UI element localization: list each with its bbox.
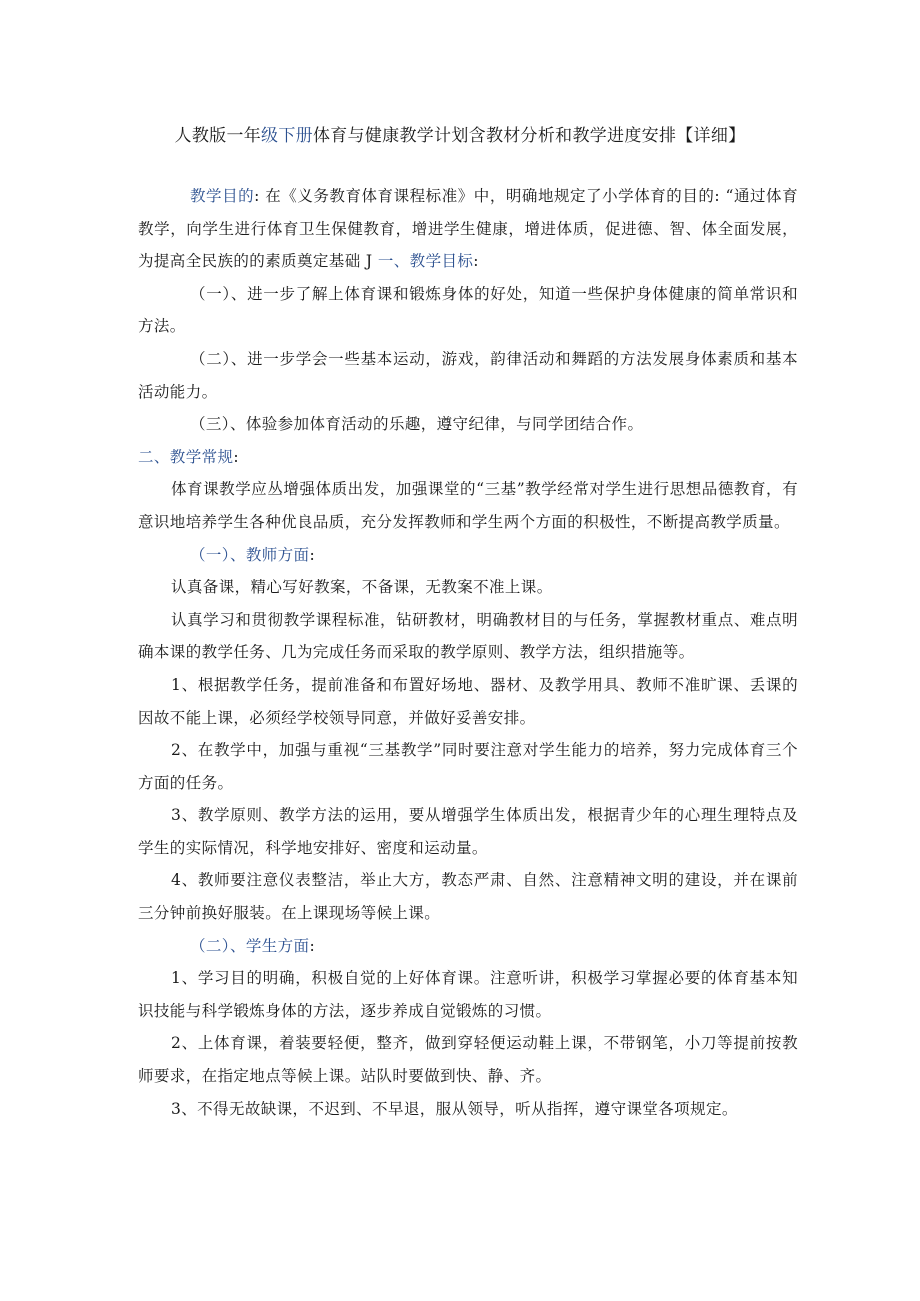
student-heading-line <box>138 930 798 963</box>
teacher-item-3: 3、教学原则、教学方法的运用，要从增强学生体质出发，根据青少年的心理生理特点及学生的实际情况，科学地安排好、密度和运动量。 <box>138 806 798 857</box>
title-part-highlight: 级下册 <box>261 126 313 146</box>
student-heading: （二）、学生方面 <box>190 936 310 955</box>
goals-heading: 一、教学目标 <box>377 252 474 271</box>
routine-heading-colon: : <box>233 447 240 466</box>
teacher-item-2: 2、在教学中，加强与重视“三基教学”同时要注意对学生能力的培养，努力完成体育三个方面的任务。 <box>138 741 798 792</box>
document-body <box>138 180 798 1125</box>
title-part-1: 人教版一年 <box>174 126 262 146</box>
routine-heading: 二、教学常规 <box>138 447 234 466</box>
student-item-3: 3、不得无故缺课，不迟到、不早退，服从领导，听从指挥，遵守课堂各项规定。 <box>171 1099 738 1118</box>
student-item-1: 1、学习目的明确，积极自觉的上好体育课。注意听讲，积极学习掌握必要的体育基本知识技能与科学锻炼身体的方法，逐步养成自觉锻炼的习惯。 <box>138 969 798 1020</box>
teacher-paragraph-1: 认真备课，精心写好教案，不备课，无教案不准上课。 <box>171 578 553 597</box>
routine-paragraph: 体育课教学应丛增强体质出发，加强课堂的“三基”教学经常对学生进行思想品德教育，有意识地培养学生各种优良品质，充分发挥教师和学生两个方面的积极性，不断提高教学质量。 <box>138 480 798 531</box>
intro-text: : 在《义务教育体育课程标准》中，明确地规定了小学体育的目的: “通过体育教学，向学生进行体育卫生保健教育，增进学生健康，增进体质，促进德、智、体全面发展，为提高全民族的的素质奠定基础 J <box>138 187 798 271</box>
title-part-2: 体育与健康教学计划含教材分析和教学进度安排【详细】 <box>312 126 746 146</box>
intro-label: 教学目的 <box>190 187 255 205</box>
routine-heading-line <box>138 441 798 474</box>
goals-heading-colon: : <box>473 252 479 271</box>
teacher-item-4: 4、教师要注意仪表整洁，举止大方，教态严肃、自然、注意精神文明的建设，并在课前三分钟前换好服装。在上课现场等候上课。 <box>138 871 798 923</box>
intro-paragraph <box>138 180 798 278</box>
document-title <box>0 121 920 146</box>
teacher-heading: （一）、教师方面 <box>190 545 310 564</box>
teacher-paragraph-2: 认真学习和贯彻教学课程标准，钻研教材，明确教材目的与任务，掌握教材重点、难点明确本课的教学任务、几为完成任务而采取的教学原则、教学方法，组织措施等。 <box>138 610 798 662</box>
goal-item-3: （三）、体验参加体育活动的乐趣，遵守纪律，与同学团结合作。 <box>190 415 644 434</box>
goal-item-2: （二）、进一步学会一些基本运动，游戏，韵律活动和舞蹈的方法发展身体素质和基本活动能力。 <box>138 349 798 401</box>
teacher-item-1: 1、根据教学任务，提前准备和布置好场地、器材、及教学用具、教师不准旷课、丢课的因故不能上课，必须经学校领导同意，并做好妥善安排。 <box>138 675 798 727</box>
teacher-heading-colon: : <box>309 545 316 564</box>
student-item-2: 2、上体育课，着装要轻便，整齐，做到穿轻便运动鞋上课，不带钢笔，小刀等提前按教师要求，在指定地点等候上课。站队时要做到快、静、齐。 <box>138 1034 798 1086</box>
goal-item-1: （一）、进一步了解上体育课和锻炼身体的好处，知道一些保护身体健康的简单常识和方法。 <box>138 284 798 336</box>
student-heading-colon: : <box>309 936 316 955</box>
teacher-heading-line <box>138 539 798 572</box>
